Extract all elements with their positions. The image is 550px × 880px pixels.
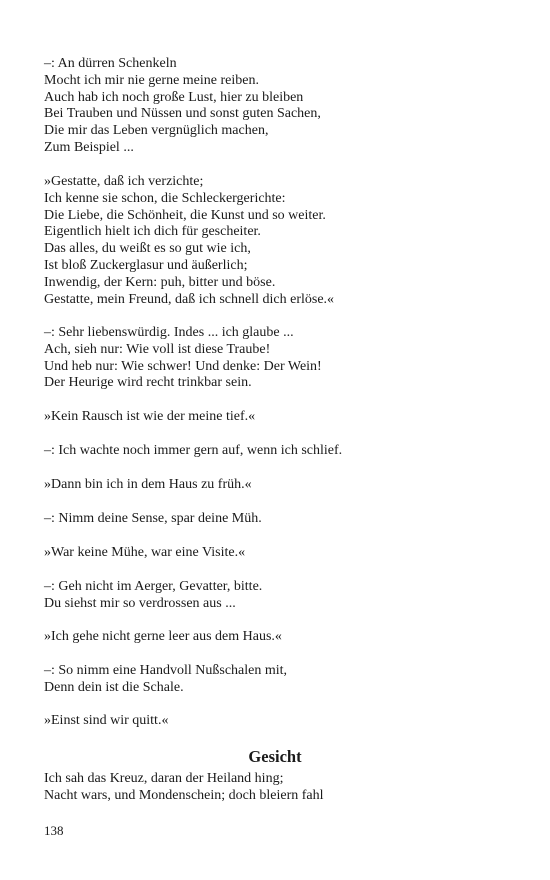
stanza: [44, 511, 514, 528]
stanza: [44, 477, 514, 494]
stanza: [44, 174, 514, 308]
verse-line: Gestatte, mein Freund, daß ich schnell dich erlöse.«: [44, 291, 335, 307]
stanza: [44, 545, 514, 562]
verse-line: Das alles, du weißt es so gut wie ich,: [44, 241, 251, 257]
verse-line: –: Geh nicht im Aerger, Gevatter, bitte.: [44, 579, 263, 594]
verse-line: Mocht ich mir nie gerne meine reiben.: [44, 72, 259, 88]
stanza: [44, 713, 514, 730]
verse-line: –: Ich wachte noch immer gern auf, wenn ich schlief.: [44, 443, 343, 458]
verse-line: Der Heurige wird recht trinkbar sein.: [44, 375, 252, 391]
verse-line: »War keine Mühe, war eine Visite.«: [44, 545, 246, 560]
verse-line: Ist bloß Zuckerglasur und äußerlich;: [44, 257, 248, 273]
page-number: 138: [44, 823, 64, 838]
stanza: [44, 325, 514, 392]
verse-line: Ich kenne sie schon, die Schleckergerichte:: [44, 190, 286, 206]
verse-line: –: So nimm eine Handvoll Nußschalen mit,: [44, 663, 288, 678]
stanza: [44, 56, 514, 157]
stanza: [44, 409, 514, 426]
verse-line: Eigentlich hielt ich dich für gescheiter.: [44, 224, 261, 240]
verse-line: Und heb nur: Wie schwer! Und denke: Der Wein!: [44, 358, 322, 374]
stanza: [44, 443, 514, 460]
poem-start: [44, 771, 514, 805]
verse-line: »Dann bin ich in dem Haus zu früh.«: [44, 477, 252, 492]
verse-line: Nacht wars, und Mondenschein; doch bleiern fahl: [44, 787, 324, 803]
stanza: [44, 579, 514, 613]
verse-line: Ach, sieh nur: Wie voll ist diese Traube!: [44, 341, 271, 357]
verse-line: »Einst sind wir quitt.«: [44, 713, 169, 728]
verse-line: Bei Trauben und Nüssen und sonst guten Sachen,: [44, 106, 321, 122]
verse-line: Die mir das Leben vergnüglich machen,: [44, 123, 269, 139]
verse-line: Inwendig, der Kern: puh, bitter und böse.: [44, 274, 276, 290]
poem-title: Gesicht: [248, 747, 302, 766]
verse-line: –: An dürren Schenkeln: [44, 56, 177, 71]
verse-line: »Ich gehe nicht gerne leer aus dem Haus.«: [44, 629, 282, 644]
verse-line: –: Sehr liebenswürdig. Indes ... ich glaube ...: [44, 325, 294, 340]
verse-line: Die Liebe, die Schönheit, die Kunst und so weiter.: [44, 207, 326, 223]
verse-line: Denn dein ist die Schale.: [44, 679, 184, 695]
verse-line: Ich sah das Kreuz, daran der Heiland hing;: [44, 771, 284, 786]
stanza: [44, 629, 514, 646]
verse-line: »Gestatte, daß ich verzichte;: [44, 174, 204, 189]
verse-line: Du siehst mir so verdrossen aus ...: [44, 595, 236, 611]
stanza: [44, 663, 514, 697]
verse-line: »Kein Rausch ist wie der meine tief.«: [44, 409, 256, 424]
verse-line: Auch hab ich noch große Lust, hier zu bleiben: [44, 89, 304, 105]
verse-line: –: Nimm deine Sense, spar deine Müh.: [44, 511, 262, 526]
verse-line: Zum Beispiel ...: [44, 139, 134, 155]
